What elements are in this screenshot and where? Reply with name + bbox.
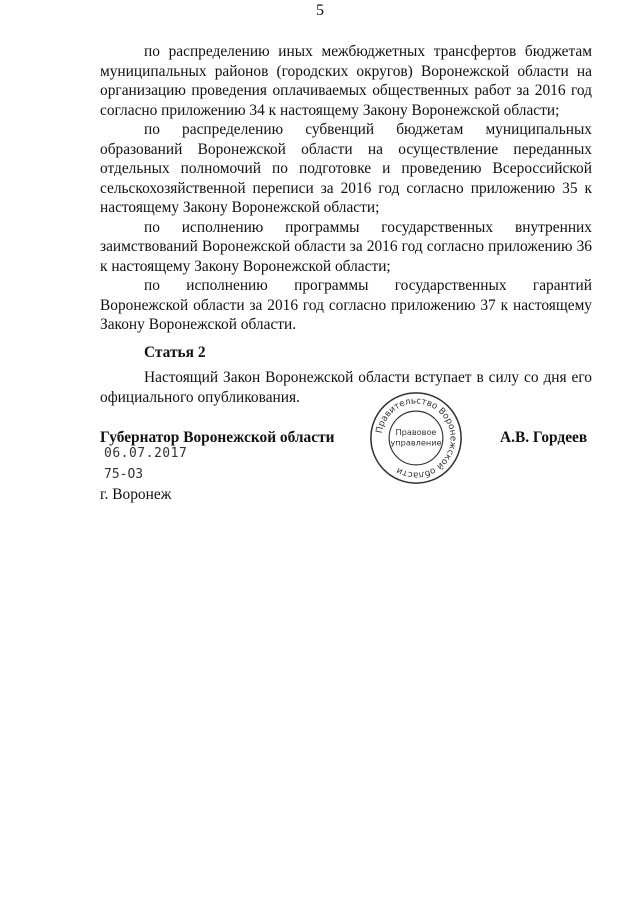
law-number: 75-ОЗ (104, 467, 144, 482)
page-number: 5 (316, 2, 324, 19)
paragraph-appendix-37: по исполнению программы государственных гарантий Воронежской области за 2016 год согласно приложению 37 к настоящему Закону Воронежской области. (100, 277, 592, 333)
governor-name: А.В. Гордеев (500, 429, 588, 446)
article-text: Настоящий Закон Воронежской области вступает в силу со дня его официального опубликования. (100, 369, 592, 406)
seal-center-line2: управление (390, 437, 442, 448)
article-title: Статья 2 (144, 343, 206, 361)
seal-ring-text: Правительство Воронежской области (374, 396, 458, 480)
paragraph-appendix-34: по распределению иных межбюджетных трансфертов бюджетам муниципальных районов (городских округов) Воронежской области на организацию проведения оплачиваемых общественных работ за 2016 год согласно приложению 34 к настоящему Закону Воронежской области; (100, 43, 592, 119)
paragraph-appendix-35: по распределению субвенций бюджетам муниципальных образований Воронежской области на осуществление переданных отдельных полномочий по подготовке и проведению Всероссийской сельскохозяйственной переписи за 2016 год согласно приложению 35 к настоящему Закону Воронежской области; (100, 121, 592, 216)
official-seal-stamp (368, 390, 464, 486)
city: г. Воронеж (100, 486, 172, 503)
paragraph-appendix-36: по исполнению программы государственных внутренних заимствований Воронежской области за 2016 год согласно приложению 36 к настоящему Закону Воронежской области; (100, 218, 592, 275)
registration-date: 06.07.2017 (104, 446, 188, 461)
governor-title: Губернатор Воронежской области (100, 429, 335, 446)
seal-center-line1: Правовое (395, 427, 437, 438)
